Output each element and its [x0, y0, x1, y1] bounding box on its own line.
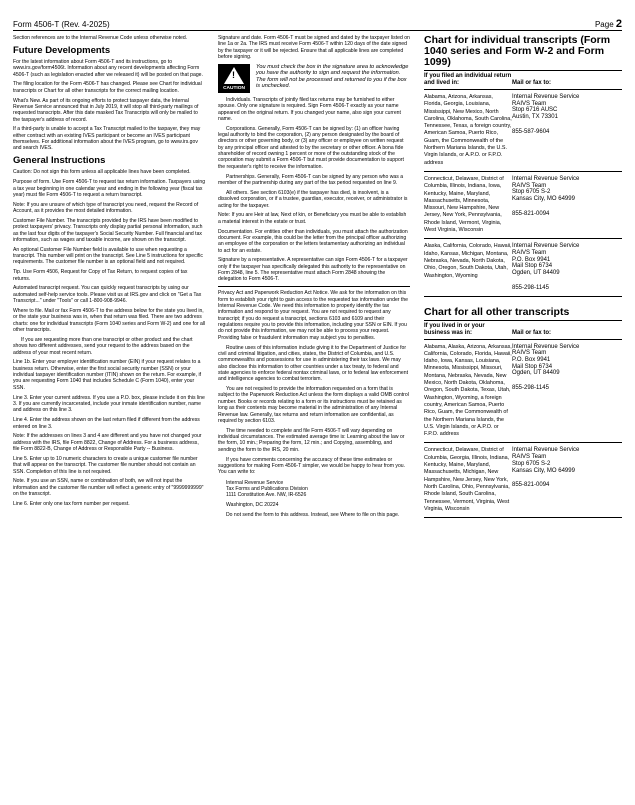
individuals-text: Individuals. Transcripts of jointly filed tax returns may be furnished to either spouse. Only one signature is required. Sign Form 4506-T exactly as your name appeared on the original return. If you changed your name, also sign your current name. [218, 96, 401, 122]
chart-row [424, 172, 622, 239]
chart-individual-header: If you filed an individual return and lived in: Mail or fax to: [424, 71, 622, 90]
column-left [13, 35, 206, 511]
future-text-1: For the latest information about Form 4506-T and its instructions, go to www.irs.gov/form4506t. Information about any recent developments affecting Form 4506-T (such as legislation enacted after we released it) will be posted on that page. [13, 58, 203, 78]
chart-row [424, 239, 622, 296]
corporations-text: Corporations. Generally, Form 4506-T can be signed by: (1) an officer having legal authority to bind the corporation, (2) any person designated by the board of directors or other governing body, or (3) any officer or employee on written request by any principal officer and attested to by the secretary or other officer. A bona fide shareholder of record owning 1 percent or more of the outstanding stock of the corporation may submit a Form 4506-T but must provide documentation to support the requester's right to receive the information. [218, 125, 404, 170]
chart-individual-title: Chart for individual transcripts (Form 1040 series and Form W-2 and Form 1099) [424, 35, 622, 71]
caution-badge: ! CAUTION [218, 64, 250, 93]
form-id: Form 4506-T (Rev. 4-2025) [13, 20, 110, 29]
automated-request-text: Automated transcript request. You can quickly request transcripts by using our automated self-help service tools. Please visit us at IRS.gov and click on "Get a Tax Transcript..." under "Tools" or call 1-800-908-9946. [13, 285, 202, 305]
line-4-text: Line 4. Enter the address shown on the last return filed if different from the address entered on line 3. [13, 417, 200, 430]
chart-row [424, 340, 622, 444]
note-text-1: Note: If you are unsure of which type of transcript you need, request the Record of Account, as it provides the most detailed information. [13, 201, 199, 215]
not-required-text: You are not required to provide the information requested on a form that is subject to the Paperwork Reduction Act unless the form displays a valid OMB control number. Books or records relating to a form or its instructions must be retained as long as their contents may become material in the administration of any Internal Revenue law. Generally, tax returns and return information are confidential, as required by section 6103. [218, 386, 409, 424]
note-text-2: Note: If the addresses on lines 3 and 4 are different and you have not changed your address with the IRS, file Form 8822, Change of Address. For a business address, file Form 8822-B, Change of Address or Responsible Party -- Business. [13, 433, 202, 453]
intro-text: Section references are to the Internal Revenue Code unless otherwise noted. [13, 35, 188, 41]
fax-number: 855-587-9604 [512, 128, 550, 135]
caution-message: You must check the box in the signature area to acknowledge you have the authority to sign and request the information. The form will not be processed and returned to you if the box is unchecked. [256, 63, 409, 90]
purpose-text: Purpose of form. Use Form 4506-T to request tax return information. Taxpayers using a tax year beginning in one calendar year and ending in the following year (fiscal tax year) must file Form 4506-T to request a return transcript. [13, 179, 206, 198]
fax-number: 855-821-0094 [512, 482, 550, 489]
routine-uses-text: Routine uses of this information include giving it to the Department of Justice for civil and criminal litigation, and cities, states, the District of Columbia, and U.S. commonwealths and possessions for use in administering their tax laws. We may also disclose this information to other countries under a tax treaty, to federal and state agencies to enforce federal nontax criminal laws, or to federal law enforcement and intelligence agencies to combat terrorism. [218, 344, 408, 383]
where-to-file-text-2: If you are requesting more than one transcript or other product and the chart shows two different addresses, send your request to the address based on the address of your most recent return. [13, 336, 193, 356]
heading-future-developments: Future Developments [13, 44, 111, 56]
chart-other-transcripts [424, 307, 622, 519]
partnerships-text: Partnerships. Generally, Form 4506-T can be signed by any person who was a member of the partnership during any part of the tax period requested on line 9. [218, 173, 404, 186]
page-number: Page 2 [594, 18, 622, 30]
signature-text: Signature and date. Form 4506-T must be signed and dated by the taxpayer listed on line 1a or 2a. The IRS must receive Form 4506-T within 120 days of the date signed by the taxpayer or it will be rejected. Ensure that all applicable lines are completed before signing. [218, 35, 410, 61]
line-3-text: Line 3. Enter your current address. If you use a P.O. box, please include it on this line 3. If you are currently incarcerated, include your inmate identification number, name and address on this line 3. [13, 394, 205, 414]
caution-block [218, 64, 410, 93]
chart-address: Internal Revenue Service RAIVS Team P.O. Box 9941 Mail Stop 6734 Ogden, UT 84409 855-298-1145 [512, 243, 622, 291]
fax-number: 855-298-1145 [512, 385, 549, 392]
time-estimate-text: The time needed to complete and file Form 4506-T will vary depending on individual circumstances. The estimated average time is: Learning about the law or the form, 10 min.; Preparing the form, 12 min.; and Copying, assembling, and sending the form to the IRS, 20 min. [218, 427, 405, 453]
warning-triangle-icon: ! [224, 67, 244, 84]
tip-text: Tip. Use Form 4506, Request for Copy of Tax Return, to request copies of tax returns. [13, 269, 188, 282]
do-not-send-text: Do not send the form to this address. Instead, see Where to file on this page. [226, 511, 400, 518]
chart-states: Connecticut, Delaware, District of Columbia, Illinois, Indiana, Iowa, Kentucky, Maine, Maryland, Massachusetts, Minnesota, Missouri, New Hampshire, New Jersey, New York, Pennsylvania, Rhode Island, Vermont, Virginia, West Virginia, Wisconsin [424, 175, 504, 234]
fax-number: 855-298-1145 [512, 284, 549, 291]
where-to-file-text: Where to file. Mail or fax Form 4506-T to the address below for the state you lived in, or the state your business was in, when that return was filed. There are two address charts: one for individual transcripts (Form 1040 series and Form W-2) and one for all other transcripts. [13, 308, 206, 334]
third-party-text: If a third-party is unable to accept a Tax Transcript mailed to the taxpayer, they may either contract with an existing IVES participant or become an IVES participant themselves. For additional information about the IVES program, go to www.irs.gov and search IVES. [13, 126, 201, 152]
column-middle [218, 35, 410, 522]
heading-general-instructions: General Instructions [13, 155, 106, 167]
chart-row [424, 443, 622, 518]
note-text-3: Note. If you use an SSN, name or combination of both, we will not input the information and the customer file number will reflect a generic entry of "9999999999" on the transcript. [13, 478, 204, 498]
privacy-act-text: Privacy Act and Paperwork Reduction Act Notice. We ask for the information on this form to establish your right to gain access to the requested tax information under the Internal Revenue Code. We need this information to properly identify the tax information and respond to your request. You are not required to request any transcript; if you do request a transcript, sections 6103 and 6109 and their regulations require you to provide this information, including your SSN or EIN. If you do not provide this information, we may not be able to process your request. Providing false or fraudulent information may subject you to penalties. [218, 290, 408, 341]
chart-states: Connecticut, Delaware, District of Columbia, Georgia, Illinois, Indiana, Kentucky, Maine, Maryland, Massachusetts, Michigan, New Hampshire, New Jersey, New York, North Carolina, Ohio, Pennsylvania, Rhode Island, South Carolina, Tennessee, Vermont, Virginia, West Virginia, Wisconsin [424, 447, 510, 512]
irs-mailing-address: Internal Revenue Service Tax Forms and Publications Division 1111 Constitution Ave. NW, IR-6526 Washington, DC 20224 [226, 479, 308, 508]
caution-text: Caution: Do not sign this form unless all applicable lines have been completed. [13, 169, 191, 176]
comments-text: If you have comments concerning the accuracy of these time estimates or suggestions for making Form 4506-T simpler, we would be happy to hear from you. You can write to: [218, 456, 406, 476]
customer-file-number-text: Customer File Number. The transcripts provided by the IRS have been modified to protect taxpayers' privacy. Transcripts only display partial personal information, such as the last four digits of the taxpayer's Social Security Number. Full financial and tax information, such as wages and taxable income, are shown on the transcript. [13, 217, 203, 243]
chart-states: Alaska, California, Colorado, Hawaii, Idaho, Kansas, Michigan, Montana, Nebraska, Nevada, North Dakota, Ohio, Oregon, South Dakota, Utah, Washington, Wyoming [424, 243, 512, 279]
chart-address: Internal Revenue Service RAIVS Team Stop 6705 S-2 Kansas City, MO 64999 855-821-0094 [512, 447, 622, 513]
column-right [424, 35, 622, 518]
chart-row [424, 90, 622, 172]
future-text-2: The filing location for the Form 4506-T has changed. Please see Chart for individual transcripts or Chart for all other transcripts for the correct mailing location. [13, 81, 202, 94]
chart-other-header: If you lived in or your business was in: Mail or fax to: [424, 321, 622, 340]
heir-note-text: Note: If you are Heir at law, Next of kin, or Beneficiary you must be able to establish a material interest in the estate or trust. [218, 212, 407, 225]
chart-individual-transcripts [424, 35, 622, 297]
whats-new-text: What's New. As part of its ongoing efforts to protect taxpayer data, the Internal Revenue Service announced that in July 2019, it will stop all third-party mailings of requested transcripts. After this date masked Tax Transcripts will only be mailed to the taxpayer's address of record. [13, 97, 199, 123]
chart-address: Internal Revenue Service RAIVS Team Stop 6705 S-2 Kansas City, MO 64999 855-821-0094 [512, 176, 622, 234]
customer-file-number-text-2: An optional Customer File Number field is available to use when requesting a transcript. This number will print on the transcript. See Line 5 instructions for specific requirements. The customer file number is an optional field and not required. [13, 246, 203, 266]
fax-number: 855-821-0094 [512, 210, 550, 217]
line-6-text: Line 6. Enter only one tax form number per request. [13, 500, 130, 507]
line-5-text: Line 5. Enter up to 10 numeric characters to create a unique customer file number that will appear on the transcript. The customer file number should not contain an SSN. Completion of this line is not required. [13, 455, 198, 475]
chart-states: Alabama, Alaska, Arizona, Arkansas, California, Colorado, Florida, Hawaii, Idaho, Iowa, Kansas, Louisiana, Minnesota, Mississippi, Missouri, Montana, Nebraska, Nevada, New Mexico, North Dakota, Oklahoma, Oregon, South Dakota, Texas, Utah, Washington, Wyoming, a foreign country, American Samoa, Puerto Rico, Guam, the Commonwealth of the Northern Mariana Islands, the U.S. Virgin Islands, or A.P.O. or F.P.O. address [424, 343, 512, 438]
documentation-text: Documentation. For entities other than individuals, you must attach the authorization document. For example, this could be the letter from the principal officer authorizing an employee of the corporation or the letters testamentary authorizing an individual to act for an estate. [218, 228, 408, 254]
chart-states: Alabama, Arizona, Arkansas, Florida, Georgia, Louisiana, Mississippi, New Mexico, North Carolina, Oklahoma, South Carolina, Tennessee, Texas, a foreign country, American Samoa, Puerto Rico, Guam, the Commonwealth of the Northern Mariana Islands, the U.S. Virgin Islands, or A.P.O. or F.P.O. address [424, 94, 512, 166]
chart-address: Internal Revenue Service RAIVS Team P.O. Box 9941 Mail Stop 6734 Ogden, UT 84409 855-298-1145 [512, 344, 622, 439]
representative-text: Signature by a representative. A representative can sign Form 4506-T for a taxpayer only if the taxpayer has specifically delegated this authority to the representative on Form 2848, line 5. The representative must attach Form 2848 showing the delegation to Form 4506-T. [218, 257, 408, 283]
header-rule [13, 30, 622, 31]
page-header [13, 17, 622, 31]
section-divider [218, 286, 410, 287]
chart-other-title: Chart for all other transcripts [424, 307, 622, 321]
line-1b-text: Line 1b. Enter your employer identification number (EIN) if your request relates to a business return. Otherwise, enter the first social security number (SSN) or your individual taxpayer identification number (ITIN) shown on the return. For example, if you are requesting Form 1040 that includes Schedule C (Form 1040), enter your SSN. [13, 359, 201, 391]
chart-address: Internal Revenue Service RAIVS Team Stop 6716 AUSC Austin, TX 73301 855-587-9604 [512, 94, 622, 167]
all-others-text: All others. See section 6103(e) if the taxpayer has died, is insolvent, is a dissolved corporation, or if a trustee, guardian, executor, receiver, or administrator is acting for the taxpayer. [218, 189, 408, 209]
